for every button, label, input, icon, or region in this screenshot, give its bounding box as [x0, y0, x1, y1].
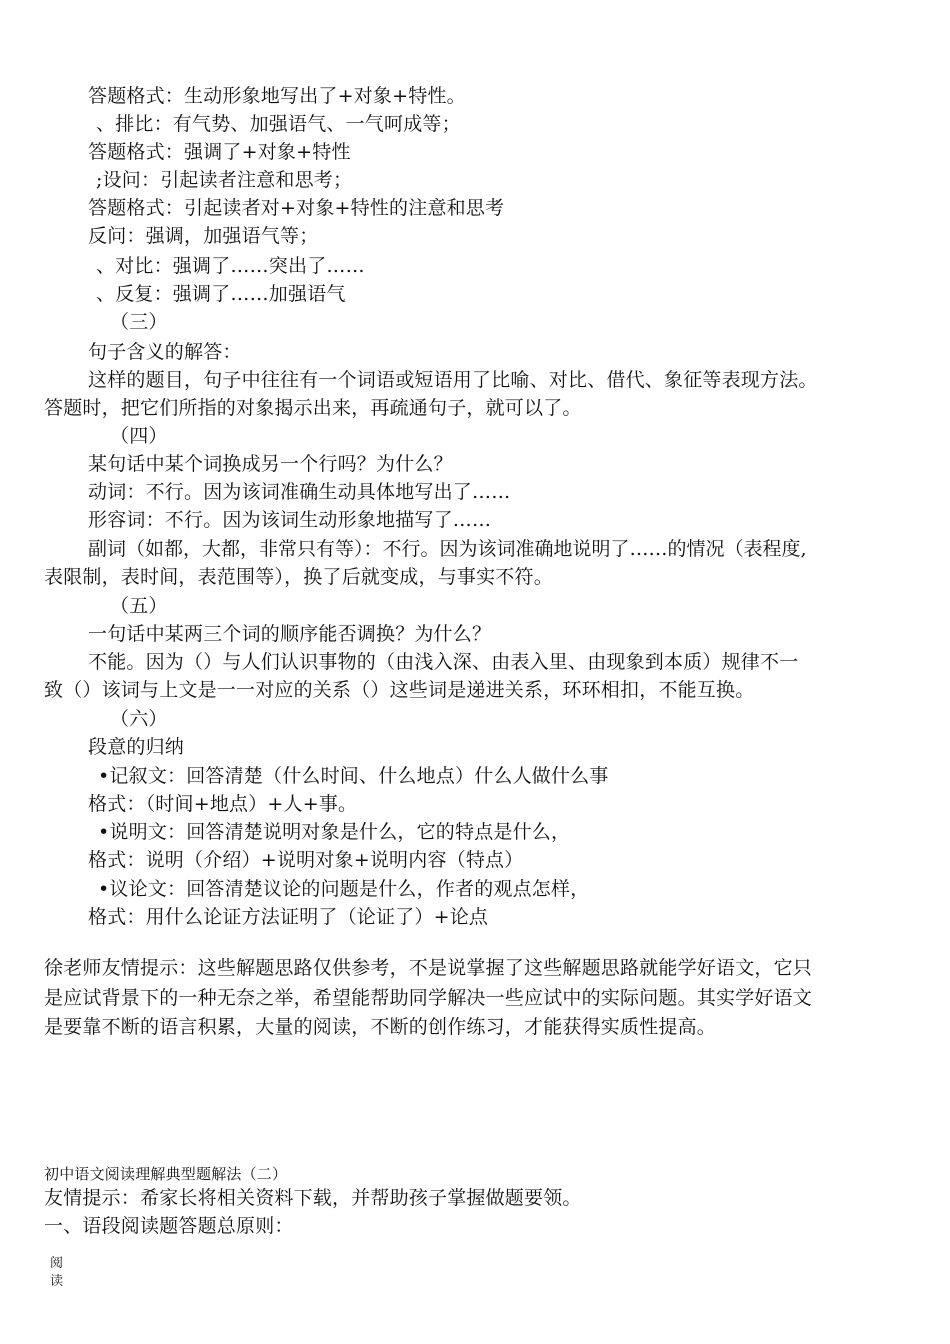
text-line: 这样的题目，句子中往往有一个词语或短语用了比喻、对比、借代、象征等表现方法。: [88, 369, 818, 391]
document-title: 初中语文阅读理解典型题解法（二）: [44, 1165, 288, 1183]
text-line: 格式：（时间+地点）+人+事。: [88, 793, 358, 815]
text-line: 格式：用什么论证方法证明了（论证了）+论点: [88, 906, 489, 928]
text-line: 表限制，表时间，表范围等），换了后就变成，与事实不符。: [44, 566, 553, 588]
text-line: 、反复：强调了……加强语气: [96, 283, 346, 305]
section-heading: （四）: [110, 425, 168, 447]
text-line: 段意的归纳: [88, 736, 185, 758]
text-line: 句子含义的解答：: [88, 341, 242, 363]
text-line: 不能。因为（）与人们认识事物的（由浅入深、由表入里、由现象到本质）规律不一: [88, 651, 799, 673]
text-line: 一、语段阅读题答题总原则：: [44, 1215, 294, 1237]
text-line: 一句话中某两三个词的顺序能否调换？为什么？: [88, 623, 492, 645]
text-line: ;设问：引起读者注意和思考；: [96, 169, 353, 191]
teacher-tip: 是应试背景下的一种无奈之举，希望能帮助同学解决一些应试中的实际问题。其实学好语文: [44, 987, 813, 1009]
section-heading: （三）: [110, 311, 168, 333]
section-heading: （六）: [110, 708, 168, 730]
text-line: •说明文：回答清楚说明对象是什么，它的特点是什么，: [98, 821, 571, 843]
text-line: 动词：不行。因为该词准确生动具体地写出了……: [88, 481, 511, 503]
text-line: 致（）该词与上文是一一对应的关系（）这些词是递进关系，环环相扣，不能互换。: [44, 679, 755, 701]
vertical-char: 读: [50, 1274, 64, 1289]
text-line: •议论文：回答清楚议论的问题是什么，作者的观点怎样，: [98, 878, 590, 900]
text-line: 友情提示：希家长将相关资料下载，并帮助孩子掌握做题要领。: [44, 1187, 582, 1209]
text-line: 答题格式：生动形象地写出了+对象+特性。: [88, 85, 466, 107]
text-line: 反问：强调，加强语气等；: [88, 225, 319, 247]
text-line: 、对比：强调了……突出了……: [96, 255, 365, 277]
text-line: 、排比：有气势、加强语气、一气呵成等；: [96, 113, 461, 135]
text-line: 格式：说明（介绍）+说明对象+说明内容（特点）: [88, 849, 524, 871]
text-line: 答题格式：强调了+对象+特性: [88, 141, 351, 163]
text-line: 答题时，把它们所指的对象揭示出来，再疏通句子，就可以了。: [44, 397, 582, 419]
text-line: 形容词：不行。因为该词生动形象地描写了……: [88, 509, 492, 531]
vertical-char: 阅: [50, 1256, 64, 1271]
text-line: 某句话中某个词换成另一个行吗？为什么？: [88, 453, 453, 475]
section-heading: （五）: [110, 595, 168, 617]
teacher-tip: 徐老师友情提示：这些解题思路仅供参考，不是说掌握了这些解题思路就能学好语文，它只: [44, 957, 813, 979]
text-line: •记叙文：回答清楚（什么时间、什么地点）什么人做什么事: [98, 765, 609, 787]
text-line: 答题格式：引起读者对+对象+特性的注意和思考: [88, 197, 505, 219]
teacher-tip: 是要靠不断的语言积累，大量的阅读，不断的创作练习，才能获得实质性提高。: [44, 1016, 717, 1038]
text-line: 副词（如都，大都，非常只有等）：不行。因为该词准确地说明了……的情况（表程度,: [88, 538, 807, 560]
